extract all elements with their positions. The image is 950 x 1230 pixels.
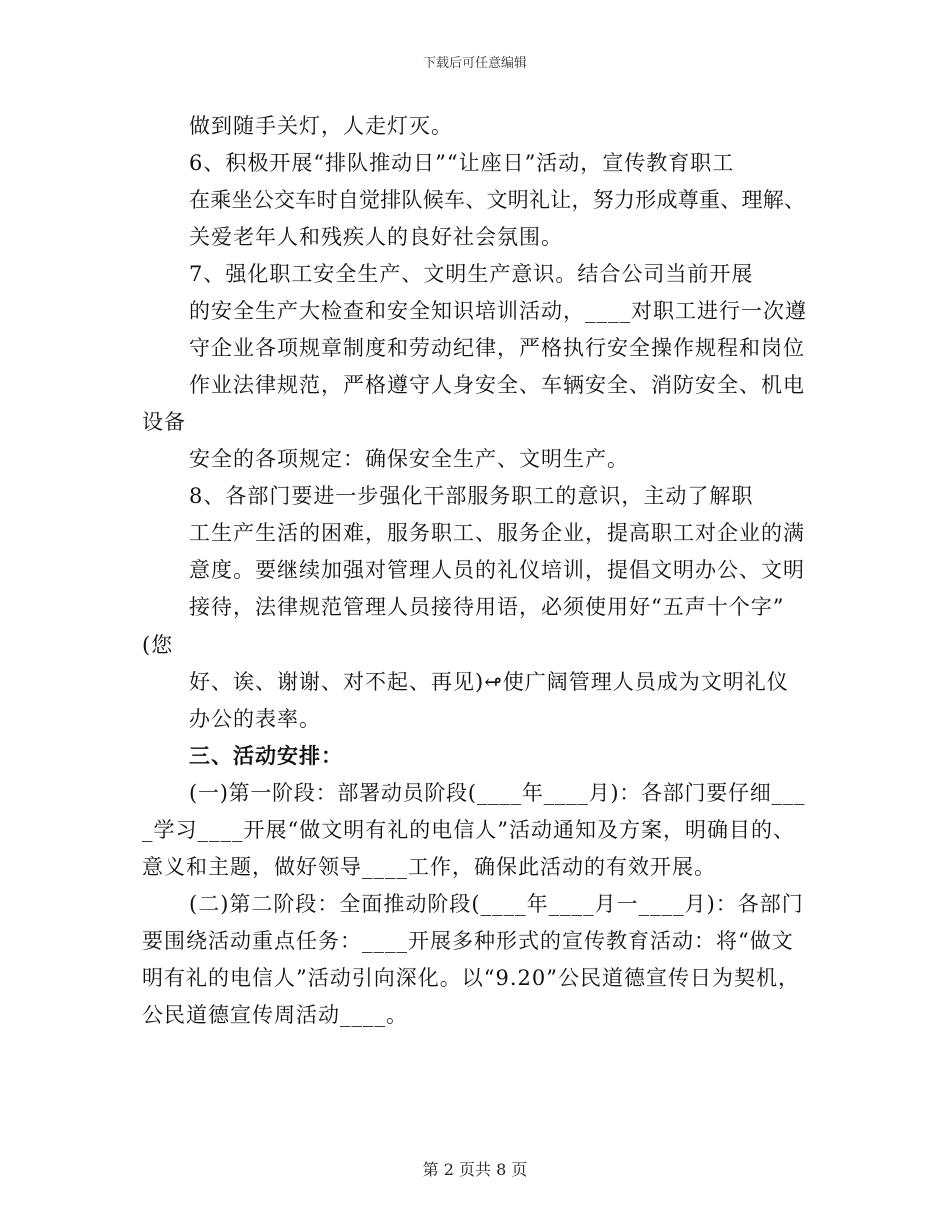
paragraph-line: 明有礼的电信人”活动引向深化。以“9.20”公民道德宣传日为契机， [142,966,800,990]
paragraph-line: 守企业各项规章制度和劳动纪律，严格执行安全操作规程和岗位 [189,336,805,360]
paragraph-line: 安全的各项规定：确保安全生产、文明生产。 [189,447,629,471]
page-header: 下载后可任意编辑 [422,56,527,71]
paragraph-line: (二)第二阶段：全面推动阶段(____年____月一____月)：各部门 [189,892,804,916]
paragraph-line: 作业法律规范，严格遵守人身安全、车辆安全、消防安全、机电 [189,373,805,397]
paragraph-line: 好、诶、谢谢、对不起、再见)↫使广阔管理人员成为文明礼仪 [189,670,789,694]
paragraph-line: 7、强化职工安全生产、文明生产意识。结合公司当前开展 [189,262,754,286]
paragraph-line: 在乘坐公交车时自觉排队候车、文明礼让，努力形成尊重、理解、 [189,188,806,212]
paragraph-line: 意义和主题，做好领导____工作，确保此活动的有效开展。 [142,855,716,879]
paragraph-line: (一)第一阶段：部署动员阶段(____年____月)：各部门要仔细___ [189,781,806,805]
paragraph-line: 接待，法律规范管理人员接待用语，必须使用好“五声十个字” [189,595,785,619]
paragraph-line: 的安全生产大检查和安全知识培训活动，____对职工进行一次遵 [189,299,807,323]
paragraph-line: 意度。要继续加强对管理人员的礼仪培训，提倡文明办公、文明 [189,558,805,582]
paragraph-line: 设备 [142,410,186,434]
page-footer: 第 2 页共 8 页 [422,1160,528,1179]
paragraph-line: 工生产生活的困难，服务职工、服务企业，提高职工对企业的满 [189,521,805,545]
section-heading: 三、活动安排： [189,743,343,768]
paragraph-line: 公民道德宣传周活动____。 [142,1003,408,1027]
paragraph-line: (您 [142,633,174,657]
paragraph-line: 8、各部门要进一步强化干部服务职工的意识，主动了解职 [189,484,754,508]
paragraph-line: _学习____开展“做文明有礼的电信人”活动通知及方案，明确目的、 [142,818,795,842]
paragraph-line: 办公的表率。 [189,707,321,731]
paragraph-line: 6、积极开展“排队推动日”“让座日”活动，宣传教育职工 [189,151,735,175]
paragraph-line: 要围绕活动重点任务：____开展多种形式的宣传教育活动：将“做文 [142,929,794,953]
paragraph-line: 关爱老年人和残疾人的良好社会氛围。 [189,225,563,249]
paragraph-line: 做到随手关灯，人走灯灭。 [189,114,453,138]
